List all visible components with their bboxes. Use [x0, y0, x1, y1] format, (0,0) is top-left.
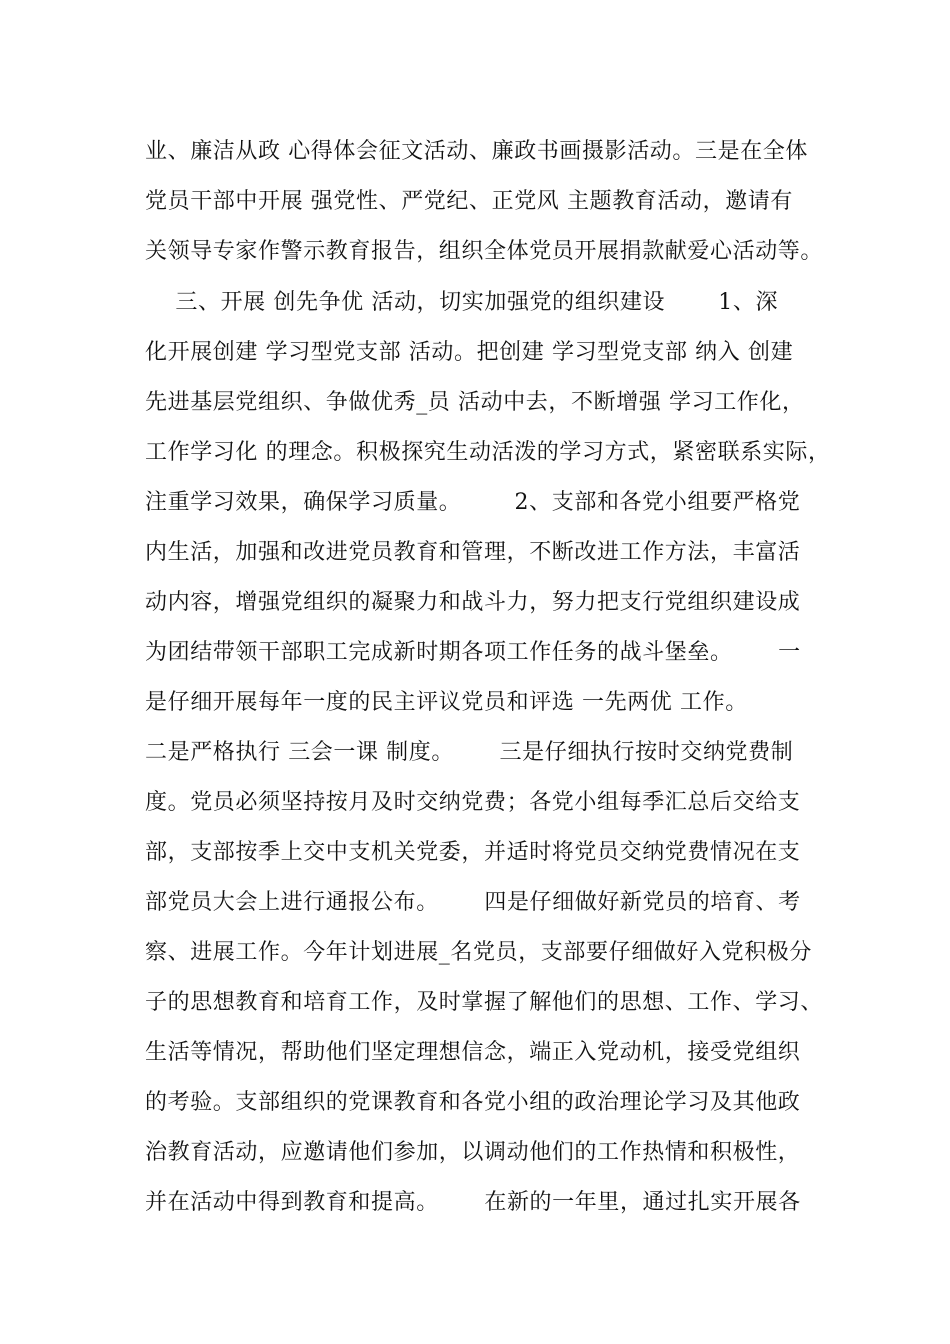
text-line: 部党员大会上进行通报公布。 四是仔细做好新党员的培育、考: [145, 890, 801, 915]
text-line: 为团结带领干部职工完成新时期各项工作任务的战斗堡垒。 一: [145, 640, 801, 665]
text-line: 先进基层党组织、争做优秀_员 活动中去，不断增强 学习工作化，: [145, 390, 805, 415]
text-line: 业、廉洁从政 心得体会征文活动、廉政书画摄影活动。三是在全体: [145, 139, 808, 164]
text-line: 内生活，加强和改进党员教育和管理，不断改进工作方法，丰富活: [145, 540, 801, 565]
text-line: 动内容，增强党组织的凝聚力和战斗力，努力把支行党组织建设成: [145, 590, 801, 615]
text-line: 注重学习效果，确保学习质量。 2、支部和各党小组要严格党: [145, 490, 801, 515]
text-line: 部，支部按季上交中支机关党委，并适时将党员交纳党费情况在支: [145, 840, 801, 865]
text-line: 化开展创建 学习型党支部 活动。把创建 学习型党支部 纳入 创建: [145, 340, 794, 365]
section-heading-line: 三、开展 创先争优 活动，切实加强党的组织建设 1、深: [145, 290, 779, 315]
text-line: 度。党员必须坚持按月及时交纳党费；各党小组每季汇总后交给支: [145, 790, 801, 815]
text-line: 二是严格执行 三会一课 制度。 三是仔细执行按时交纳党费制: [145, 740, 794, 765]
text-line: 治教育活动，应邀请他们参加，以调动他们的工作热情和积极性，: [145, 1140, 801, 1165]
text-line: 察、进展工作。今年计划进展_名党员，支部要仔细做好入党积极分: [145, 940, 813, 965]
text-line: 生活等情况，帮助他们坚定理想信念，端正入党动机，接受党组织: [145, 1040, 801, 1065]
text-line: 关领导专家作警示教育报告，组织全体党员开展捐款献爱心活动等。: [145, 239, 824, 264]
text-line: 是仔细开展每年一度的民主评议党员和评选 一先两优 工作。: [145, 690, 748, 715]
text-line: 党员干部中开展 强党性、严党纪、正党风 主题教育活动，邀请有: [145, 189, 793, 214]
text-line: 子的思想教育和培育工作，及时掌握了解他们的思想、工作、学习、: [145, 990, 824, 1015]
text-line: 并在活动中得到教育和提高。 在新的一年里，通过扎实开展各: [145, 1190, 801, 1215]
text-line: 的考验。支部组织的党课教育和各党小组的政治理论学习及其他政: [145, 1090, 801, 1115]
text-line: 工作学习化 的理念。积极探究生动活泼的学习方式，紧密联系实际，: [145, 440, 831, 465]
